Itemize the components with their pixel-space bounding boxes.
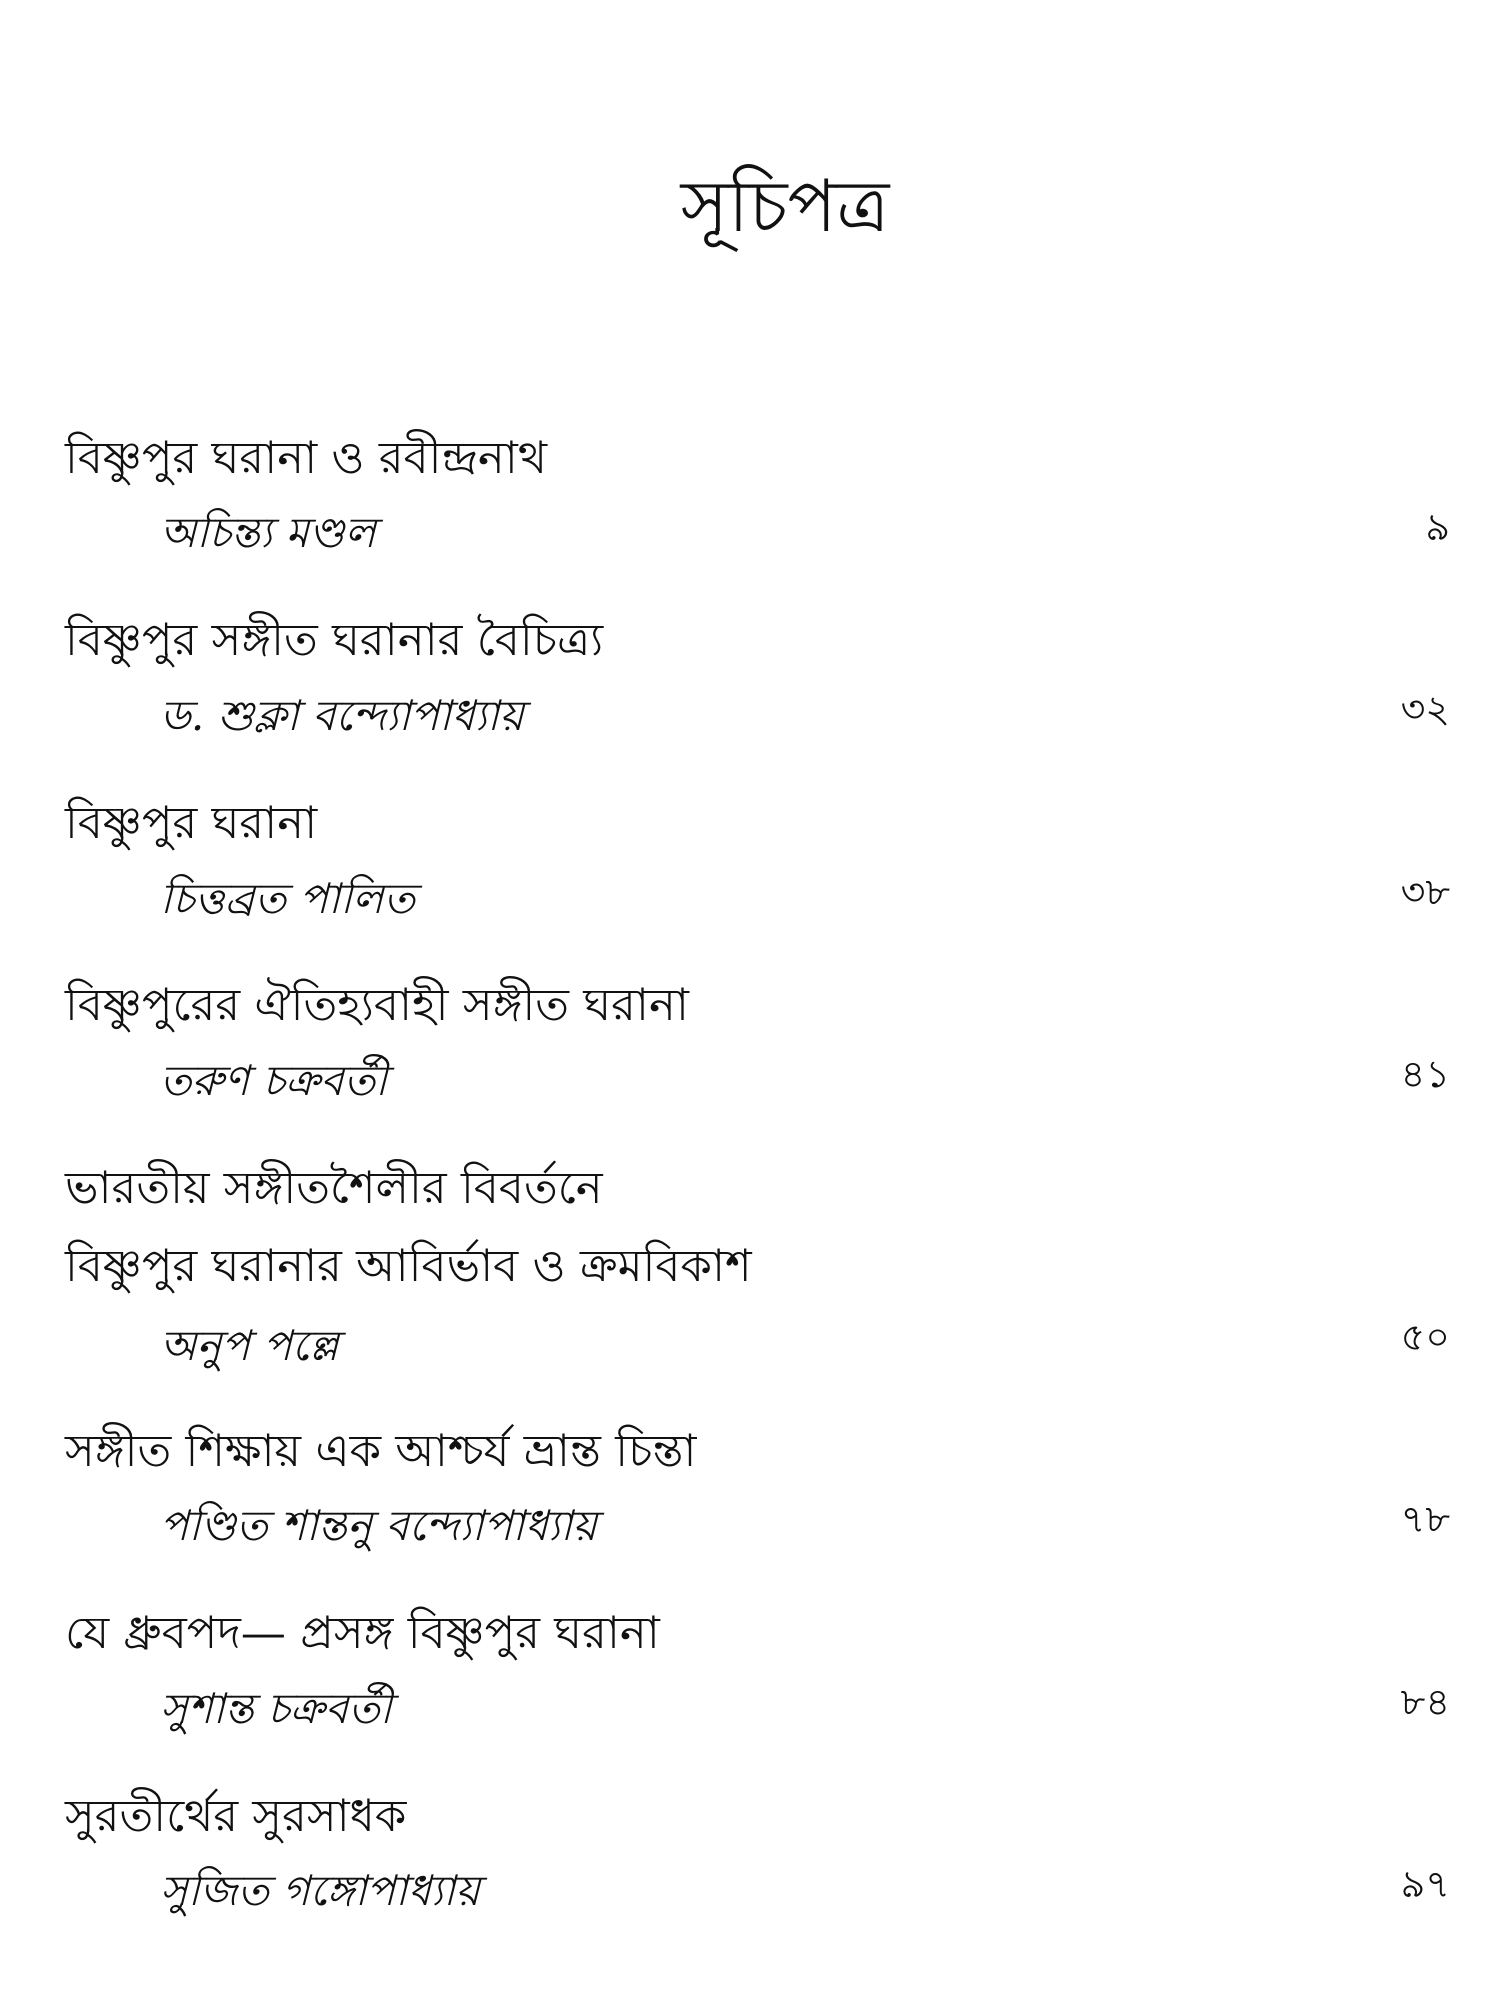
toc-entry-4-page: ৪১	[1400, 1052, 1450, 1096]
toc-entry-2-author: ড. শুক্লা বন্দ্যোপাধ্যায়	[160, 691, 524, 740]
page-title: সূচিপত্র	[680, 164, 890, 248]
toc-entry-7-title: যে ধ্রুবপদ— প্রসঙ্গ বিষ্ণুপুর ঘরানা	[65, 1606, 660, 1659]
toc-entry-6-page: ৭৮	[1400, 1497, 1450, 1541]
toc-entry-3-page: ৩৮	[1400, 870, 1450, 914]
toc-entry-2-page: ৩২	[1400, 687, 1450, 731]
toc-entry-5-author: অনুপ পল্লে	[160, 1321, 339, 1370]
toc-entry-1-author: অচিন্ত্য মণ্ডল	[160, 508, 376, 557]
toc-entry-3-title: বিষ্ণুপুর ঘরানা	[65, 796, 318, 849]
toc-entry-6-title: সঙ্গীত শিক্ষায় এক আশ্চর্য ভ্রান্ত চিন্তা	[65, 1424, 697, 1477]
toc-entry-4-author: তরুণ চক্রবর্তী	[160, 1056, 388, 1105]
toc-entry-1-page: ৯	[1425, 505, 1450, 549]
toc-entry-5-page: ৫০	[1400, 1315, 1450, 1359]
toc-entry-5-title-line-2: বিষ্ণুপুর ঘরানার আবির্ভাব ও ক্রমবিকাশ	[65, 1239, 752, 1292]
toc-entry-3-author: চিত্তব্রত পালিত	[160, 874, 415, 923]
toc-entry-7-page: ৮৪	[1400, 1680, 1450, 1724]
toc-entry-4-title: বিষ্ণুপুরের ঐতিহ্যবাহী সঙ্গীত ঘরানা	[65, 978, 689, 1031]
toc-entry-8-page: ৯৭	[1400, 1862, 1450, 1906]
toc-entry-7-author: সুশান্ত চক্রবর্তী	[160, 1684, 392, 1733]
toc-entry-8-author: সুজিত গঙ্গোপাধ্যায়	[160, 1866, 480, 1915]
toc-entry-2-title: বিষ্ণুপুর সঙ্গীত ঘরানার বৈচিত্র্য	[65, 613, 604, 666]
toc-entry-8-title: সুরতীর্থের সুরসাধক	[65, 1789, 407, 1842]
toc-entry-6-author: পণ্ডিত শান্তনু বন্দ্যোপাধ্যায়	[160, 1501, 598, 1550]
toc-entry-5-title-line-1: ভারতীয় সঙ্গীতশৈলীর বিবর্তনে	[65, 1161, 603, 1214]
toc-entry-1-title: বিষ্ণুপুর ঘরানা ও রবীন্দ্রনাথ	[65, 431, 547, 484]
